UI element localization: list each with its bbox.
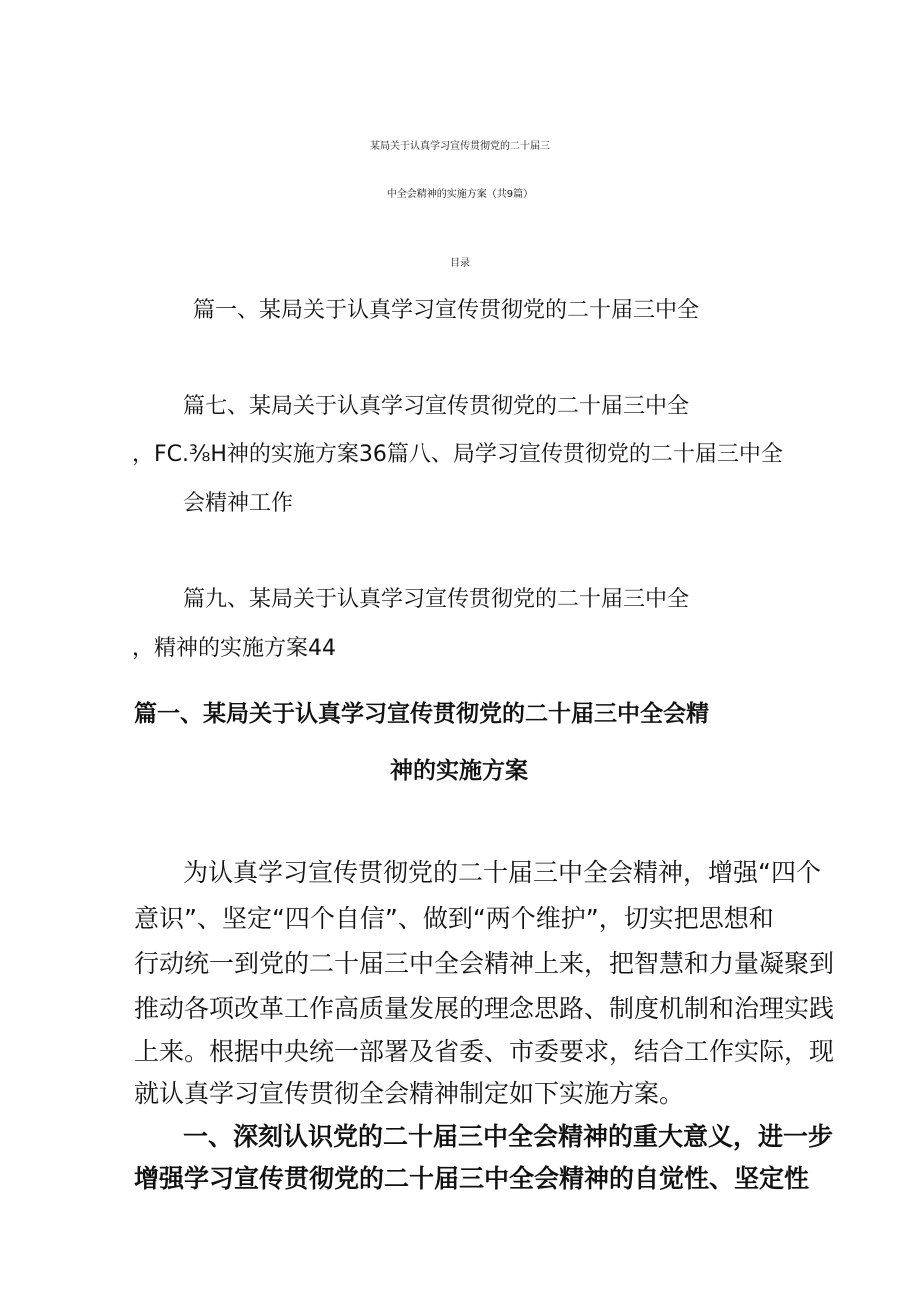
- toc-entry: 篇九、某局关于认真学习宣传贯彻党的二十届三中全: [183, 587, 690, 612]
- toc-entry: 篇七、某局关于认真学习宣传贯彻党的二十届三中全: [183, 394, 690, 419]
- document-title-line-1: 某局关于认真学习宣传贯彻党的二十届三: [370, 141, 550, 152]
- section-title-line-1: 篇一、某局关于认真学习宣传贯彻党的二十届三中全会精: [134, 701, 709, 727]
- paragraph-line: 行动统一到党的二十届三中全会精神上来，把智慧和力量凝聚到: [134, 949, 835, 978]
- paragraph-line: 就认真学习宣传贯彻全会精神制定如下实施方案。: [134, 1079, 685, 1108]
- paragraph-line: 上来。根据中央统一部署及省委、市委要求，结合工作实际，现: [134, 1037, 835, 1066]
- paragraph-line: 推动各项改革工作高质量发展的理念思路、制度机制和治理实践: [134, 994, 835, 1023]
- toc-entry: 会精神工作: [183, 491, 294, 516]
- toc-entry: 篇一、某局关于认真学习宣传贯彻党的二十届三中全: [193, 298, 700, 323]
- paragraph-line: 为认真学习宣传贯彻党的二十届三中全会精神，增强“四个: [183, 858, 821, 887]
- paragraph-line: 意识”、坚定“四个自信”、做到“两个维护”，切实把思想和: [134, 904, 774, 933]
- toc-entry: ，精神的实施方案44: [132, 636, 336, 661]
- toc-entry: ，FC.⅜H神的实施方案36篇八、局学习宣传贯彻党的二十届三中全: [132, 442, 783, 467]
- subheading-line-1: 一、深刻认识党的二十届三中全会精神的重大意义，进一步: [183, 1122, 834, 1151]
- subheading-line-2: 增强学习宣传贯彻党的二十届三中全会精神的自觉性、坚定性: [134, 1164, 810, 1193]
- document-title-line-2: 中全会精神的实施方案（共9篇）: [386, 189, 534, 200]
- section-title-line-2: 神的实施方案: [390, 758, 528, 784]
- toc-heading: 目录: [450, 258, 470, 269]
